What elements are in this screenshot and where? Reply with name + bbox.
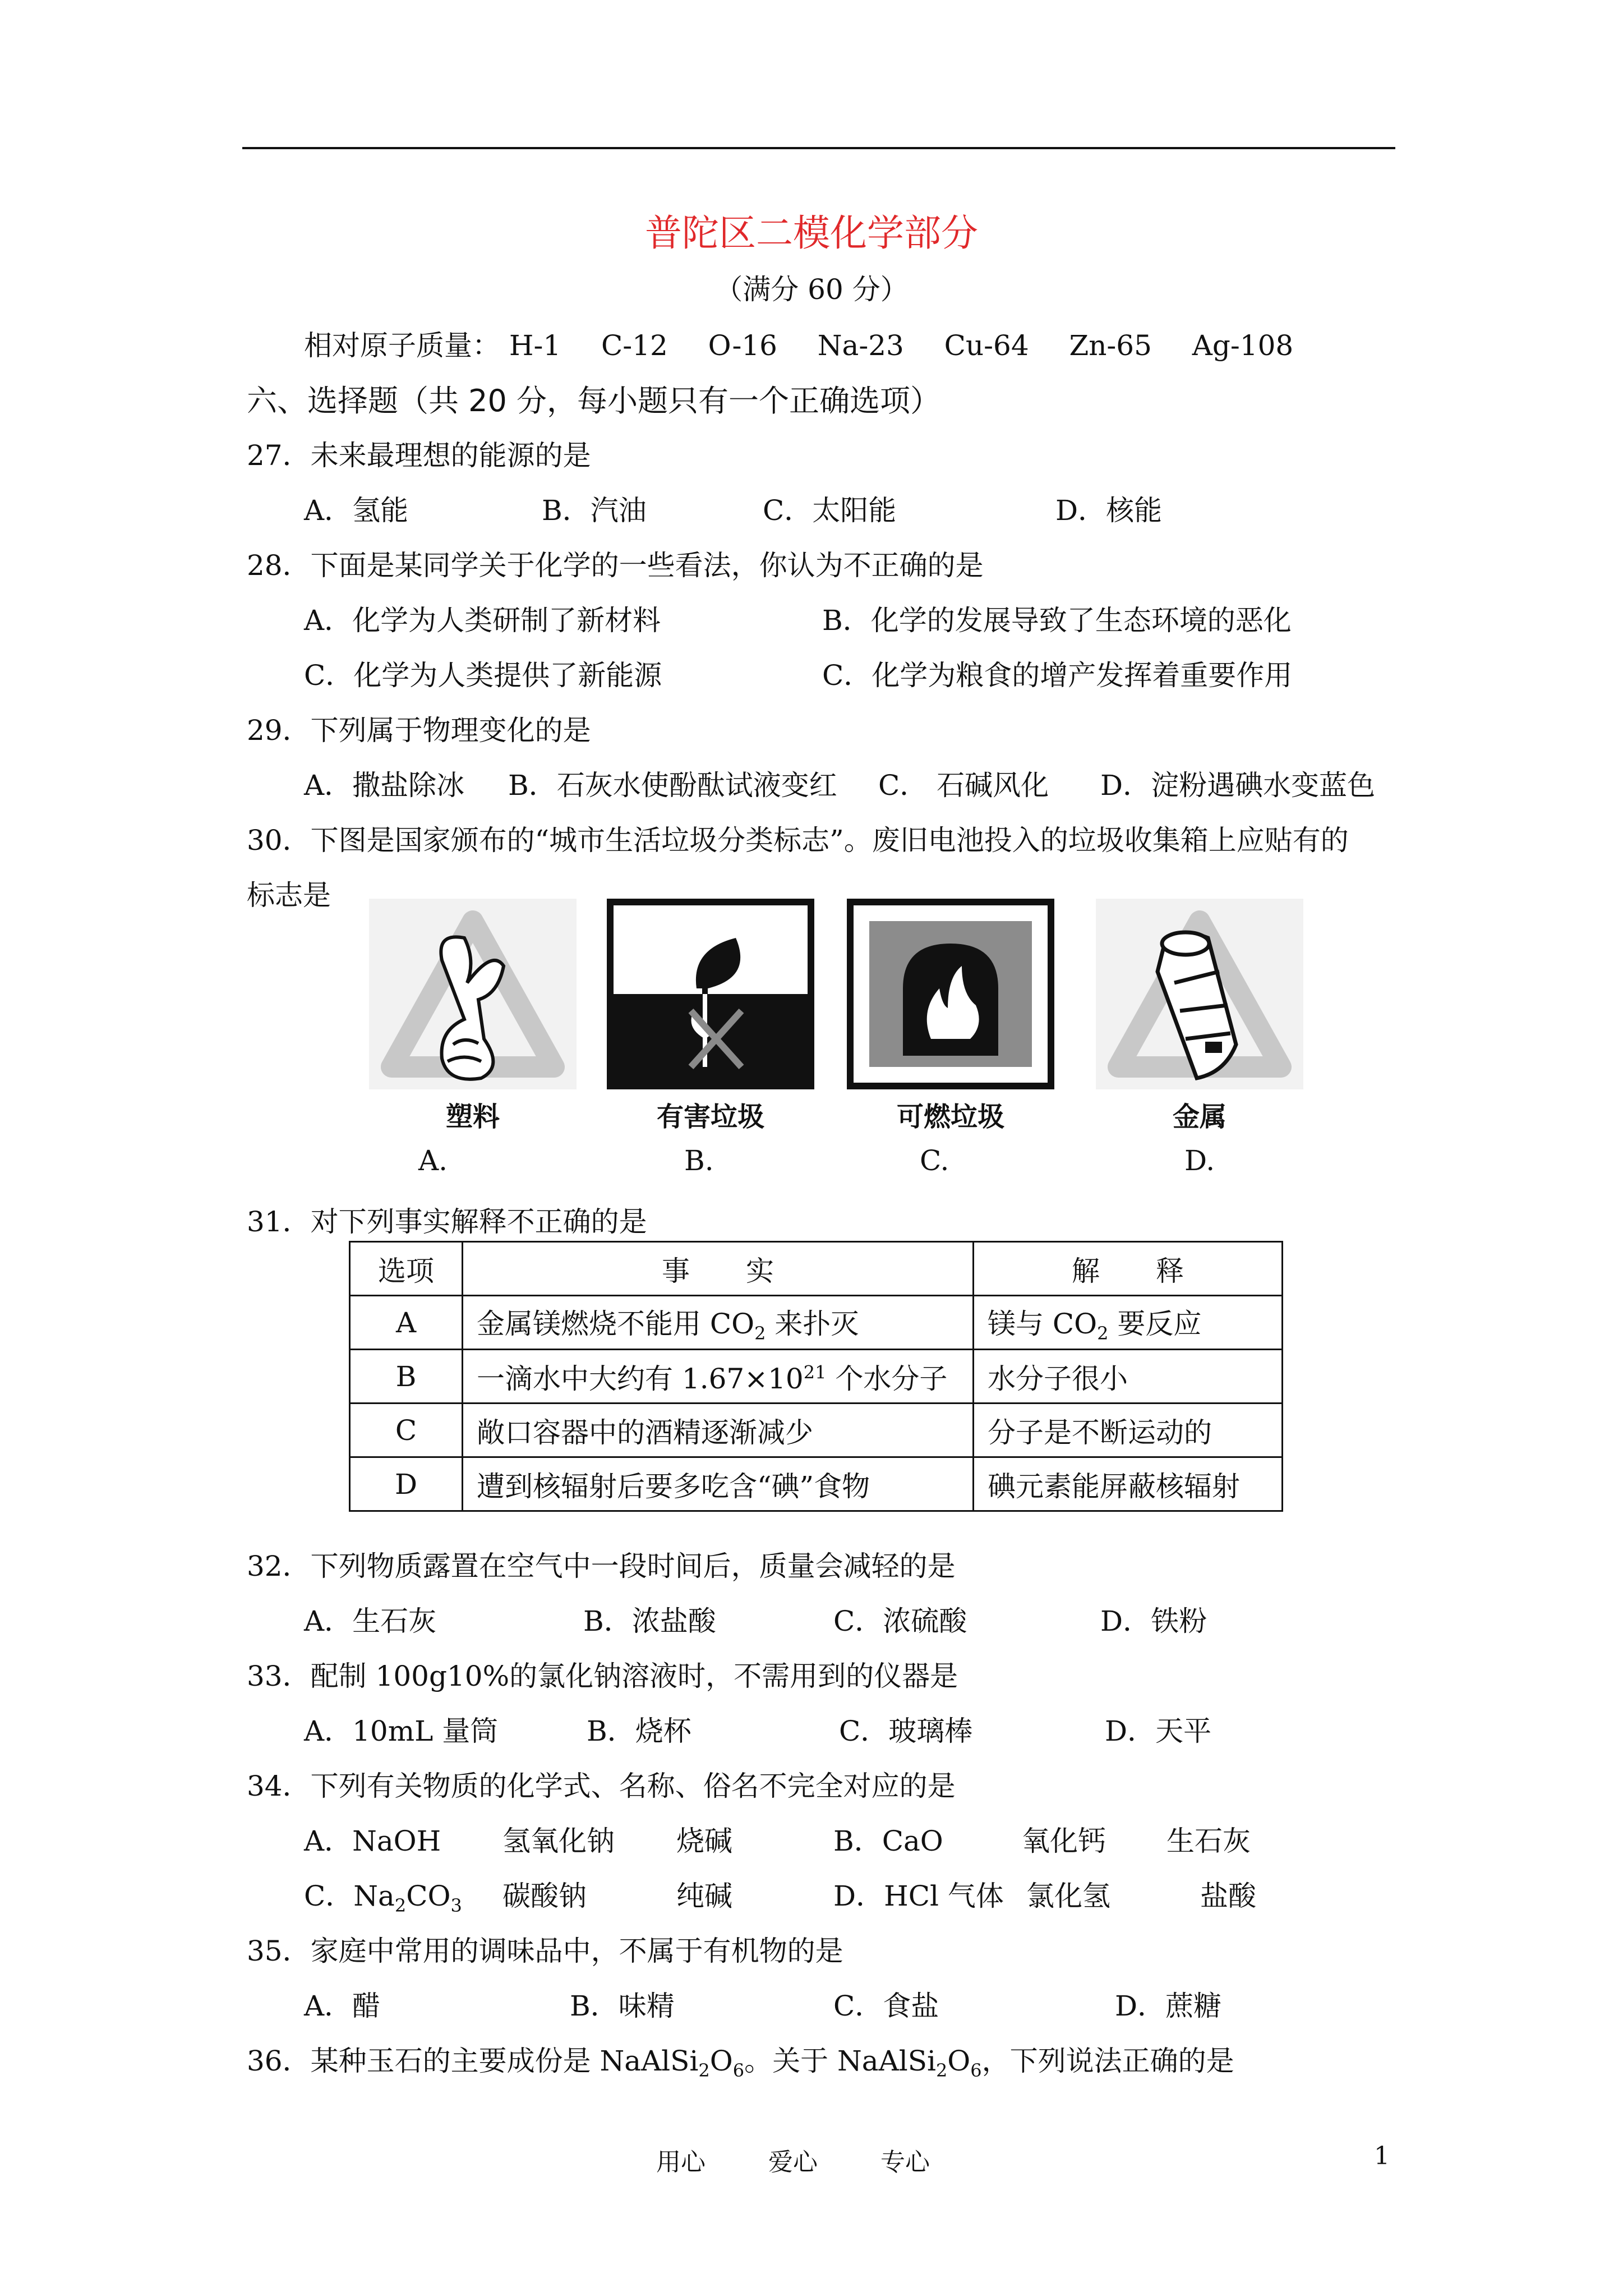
q30-stem-line2: 标志是 xyxy=(247,879,331,912)
q34-c-common: 纯碱 xyxy=(676,1880,732,1912)
atomic-mass-label: 相对原子质量： xyxy=(304,329,500,362)
q31-table xyxy=(349,1241,1283,1512)
recycle-metal-sign xyxy=(1096,899,1303,1133)
q33-stem: 33．配制 100g10%的氯化钠溶液时，不需用到的仪器是 xyxy=(247,1660,958,1692)
row-d-option: D xyxy=(350,1457,463,1511)
q34-a-formula: A．NaOH xyxy=(304,1825,441,1857)
plastic-bag-icon xyxy=(369,899,577,1089)
footer-item-2: 爱心 xyxy=(768,2148,818,2177)
q33-option-a: A．10mL 量筒 xyxy=(304,1715,499,1747)
page-title: 普陀区二模化学部分 xyxy=(645,211,978,255)
atomic-mass-ag: Ag-108 xyxy=(1192,329,1294,362)
footer-item-3: 专心 xyxy=(880,2148,930,2177)
q35-option-d: D．蔗糖 xyxy=(1115,1990,1222,2022)
q33-option-b: B．烧杯 xyxy=(587,1715,691,1747)
q32-option-a: A．生石灰 xyxy=(304,1605,437,1637)
row-a-explanation: 镁与 $CO_2$ 要反应 xyxy=(974,1296,1283,1350)
q34-c-name: 碳酸钠 xyxy=(502,1880,587,1912)
page-number: 1 xyxy=(1374,2142,1390,2170)
q36-stem: 36．某种玉石的主要成份是 $NaAlSi_2O_6$。关于 $NaAlSi_2O_6$，下列说法正确的是 xyxy=(247,2045,1234,2081)
atomic-mass-c: C-12 xyxy=(601,329,668,362)
q29-option-c: C． 石碱风化 xyxy=(878,769,1049,802)
table-row xyxy=(350,1457,1283,1511)
recycle-plastic-sign xyxy=(369,899,577,1133)
q34-d-formula: D．HCl 气体 xyxy=(833,1880,1004,1912)
q29-option-d: D．淀粉遇碘水变蓝色 xyxy=(1100,769,1376,802)
q28-stem: 28．下面是某同学关于化学的一些看法，你认为不正确的是 xyxy=(247,549,984,582)
q32-option-c: C．浓硫酸 xyxy=(833,1605,967,1637)
q35-option-b: B．味精 xyxy=(570,1990,675,2022)
q30-option-a: A. xyxy=(418,1144,448,1177)
page-subtitle: （满分 60 分） xyxy=(714,273,909,306)
q29-stem: 29．下列属于物理变化的是 xyxy=(247,714,591,747)
q32-option-b: B．浓盐酸 xyxy=(583,1605,716,1637)
q34-b-formula: B．CaO xyxy=(833,1825,943,1857)
table-header-row xyxy=(350,1242,1283,1296)
q27-option-b: B．汽油 xyxy=(542,494,647,527)
q29-option-a: A．撒盐除冰 xyxy=(304,769,465,802)
q28-option-b: B．化学的发展导致了生态环境的恶化 xyxy=(822,604,1292,637)
row-b-option: B xyxy=(350,1350,463,1404)
q30-option-b: B. xyxy=(684,1144,714,1177)
header-rule xyxy=(242,147,1395,149)
table-row xyxy=(350,1404,1283,1457)
q33-option-c: C．玻璃棒 xyxy=(839,1715,973,1747)
section-heading: 六、选择题（共 20 分，每小题只有一个正确选项） xyxy=(247,383,941,418)
q29-option-b: B．石灰水使酚酞试液变红 xyxy=(508,769,837,802)
atomic-mass-o: O-16 xyxy=(708,329,777,362)
q27-option-d: D．核能 xyxy=(1055,494,1163,527)
q35-option-a: A．醋 xyxy=(304,1990,381,2022)
q34-d-name: 氯化氢 xyxy=(1026,1880,1110,1912)
atomic-mass-cu: Cu-64 xyxy=(944,329,1029,362)
q35-stem: 35．家庭中常用的调味品中，不属于有机物的是 xyxy=(247,1935,843,1967)
atomic-mass-zn: Zn-65 xyxy=(1069,329,1152,362)
icon-label-combustible: 可燃垃圾 xyxy=(896,1101,1004,1133)
q34-a-name: 氢氧化钠 xyxy=(502,1825,615,1857)
row-d-fact: 遭到核辐射后要多吃含“碘”食物 xyxy=(463,1457,974,1511)
table-row xyxy=(350,1350,1283,1404)
q32-option-d: D．铁粉 xyxy=(1100,1605,1207,1637)
hazardous-waste-icon xyxy=(607,899,814,1089)
icon-label-plastic: 塑料 xyxy=(445,1101,500,1133)
table-header-fact: 事 实 xyxy=(463,1242,974,1296)
q28-option-a: A．化学为人类研制了新材料 xyxy=(304,604,661,637)
q32-stem: 32．下列物质露置在空气中一段时间后，质量会减轻的是 xyxy=(247,1550,956,1582)
q34-stem: 34．下列有关物质的化学式、名称、俗名不完全对应的是 xyxy=(247,1770,956,1802)
q30-stem-line1: 30．下图是国家颁布的“城市生活垃圾分类标志”。废旧电池投入的垃圾收集箱上应贴有的 xyxy=(247,824,1349,857)
q34-c-formula: C．$Na_2CO_3$ xyxy=(304,1880,462,1916)
row-b-explanation: 水分子很小 xyxy=(974,1350,1283,1404)
q27-option-a: A．氢能 xyxy=(304,494,409,527)
footer-item-1: 用心 xyxy=(656,2148,706,2177)
flame-icon xyxy=(847,899,1054,1089)
table-header-option: 选项 xyxy=(350,1242,463,1296)
q30-option-c: C. xyxy=(920,1144,949,1177)
q34-a-common: 烧碱 xyxy=(676,1825,732,1857)
q34-d-common: 盐酸 xyxy=(1200,1880,1256,1912)
row-a-option: A xyxy=(350,1296,463,1350)
q28-option-c: C．化学为人类提供了新能源 xyxy=(304,659,662,692)
q34-b-common: 生石灰 xyxy=(1166,1825,1251,1857)
row-a-fact: 金属镁燃烧不能用 $CO_2$ 来扑灭 xyxy=(463,1296,974,1350)
row-c-fact: 敞口容器中的酒精逐渐减少 xyxy=(463,1404,974,1457)
q27-stem: 27．未来最理想的能源的是 xyxy=(247,439,591,472)
row-b-fact: 一滴水中大约有 $1.67\times 10^{21}$ 个水分子 xyxy=(463,1350,974,1404)
atomic-mass-na: Na-23 xyxy=(817,329,904,362)
icon-label-hazardous: 有害垃圾 xyxy=(656,1101,764,1133)
q31-stem: 31．对下列事实解释不正确的是 xyxy=(247,1205,647,1238)
atomic-mass-h: H-1 xyxy=(509,329,561,362)
table-header-explanation: 解 释 xyxy=(974,1242,1283,1296)
icon-label-metal: 金属 xyxy=(1172,1101,1227,1133)
combustible-waste-sign xyxy=(847,899,1054,1133)
q27-option-c: C．太阳能 xyxy=(763,494,897,527)
table-row xyxy=(350,1296,1283,1350)
q30-option-d: D. xyxy=(1184,1144,1215,1177)
q28-option-d: C．化学为粮食的增产发挥着重要作用 xyxy=(822,659,1293,692)
row-c-option: C xyxy=(350,1404,463,1457)
row-c-explanation: 分子是不断运动的 xyxy=(974,1404,1283,1457)
metal-can-icon xyxy=(1096,899,1303,1089)
q33-option-d: D．天平 xyxy=(1105,1715,1212,1747)
hazardous-waste-sign xyxy=(607,899,814,1133)
q35-option-c: C．食盐 xyxy=(833,1990,939,2022)
row-d-explanation: 碘元素能屏蔽核辐射 xyxy=(974,1457,1283,1511)
atomic-mass-line xyxy=(304,323,1293,364)
q34-b-name: 氧化钙 xyxy=(1022,1825,1106,1857)
